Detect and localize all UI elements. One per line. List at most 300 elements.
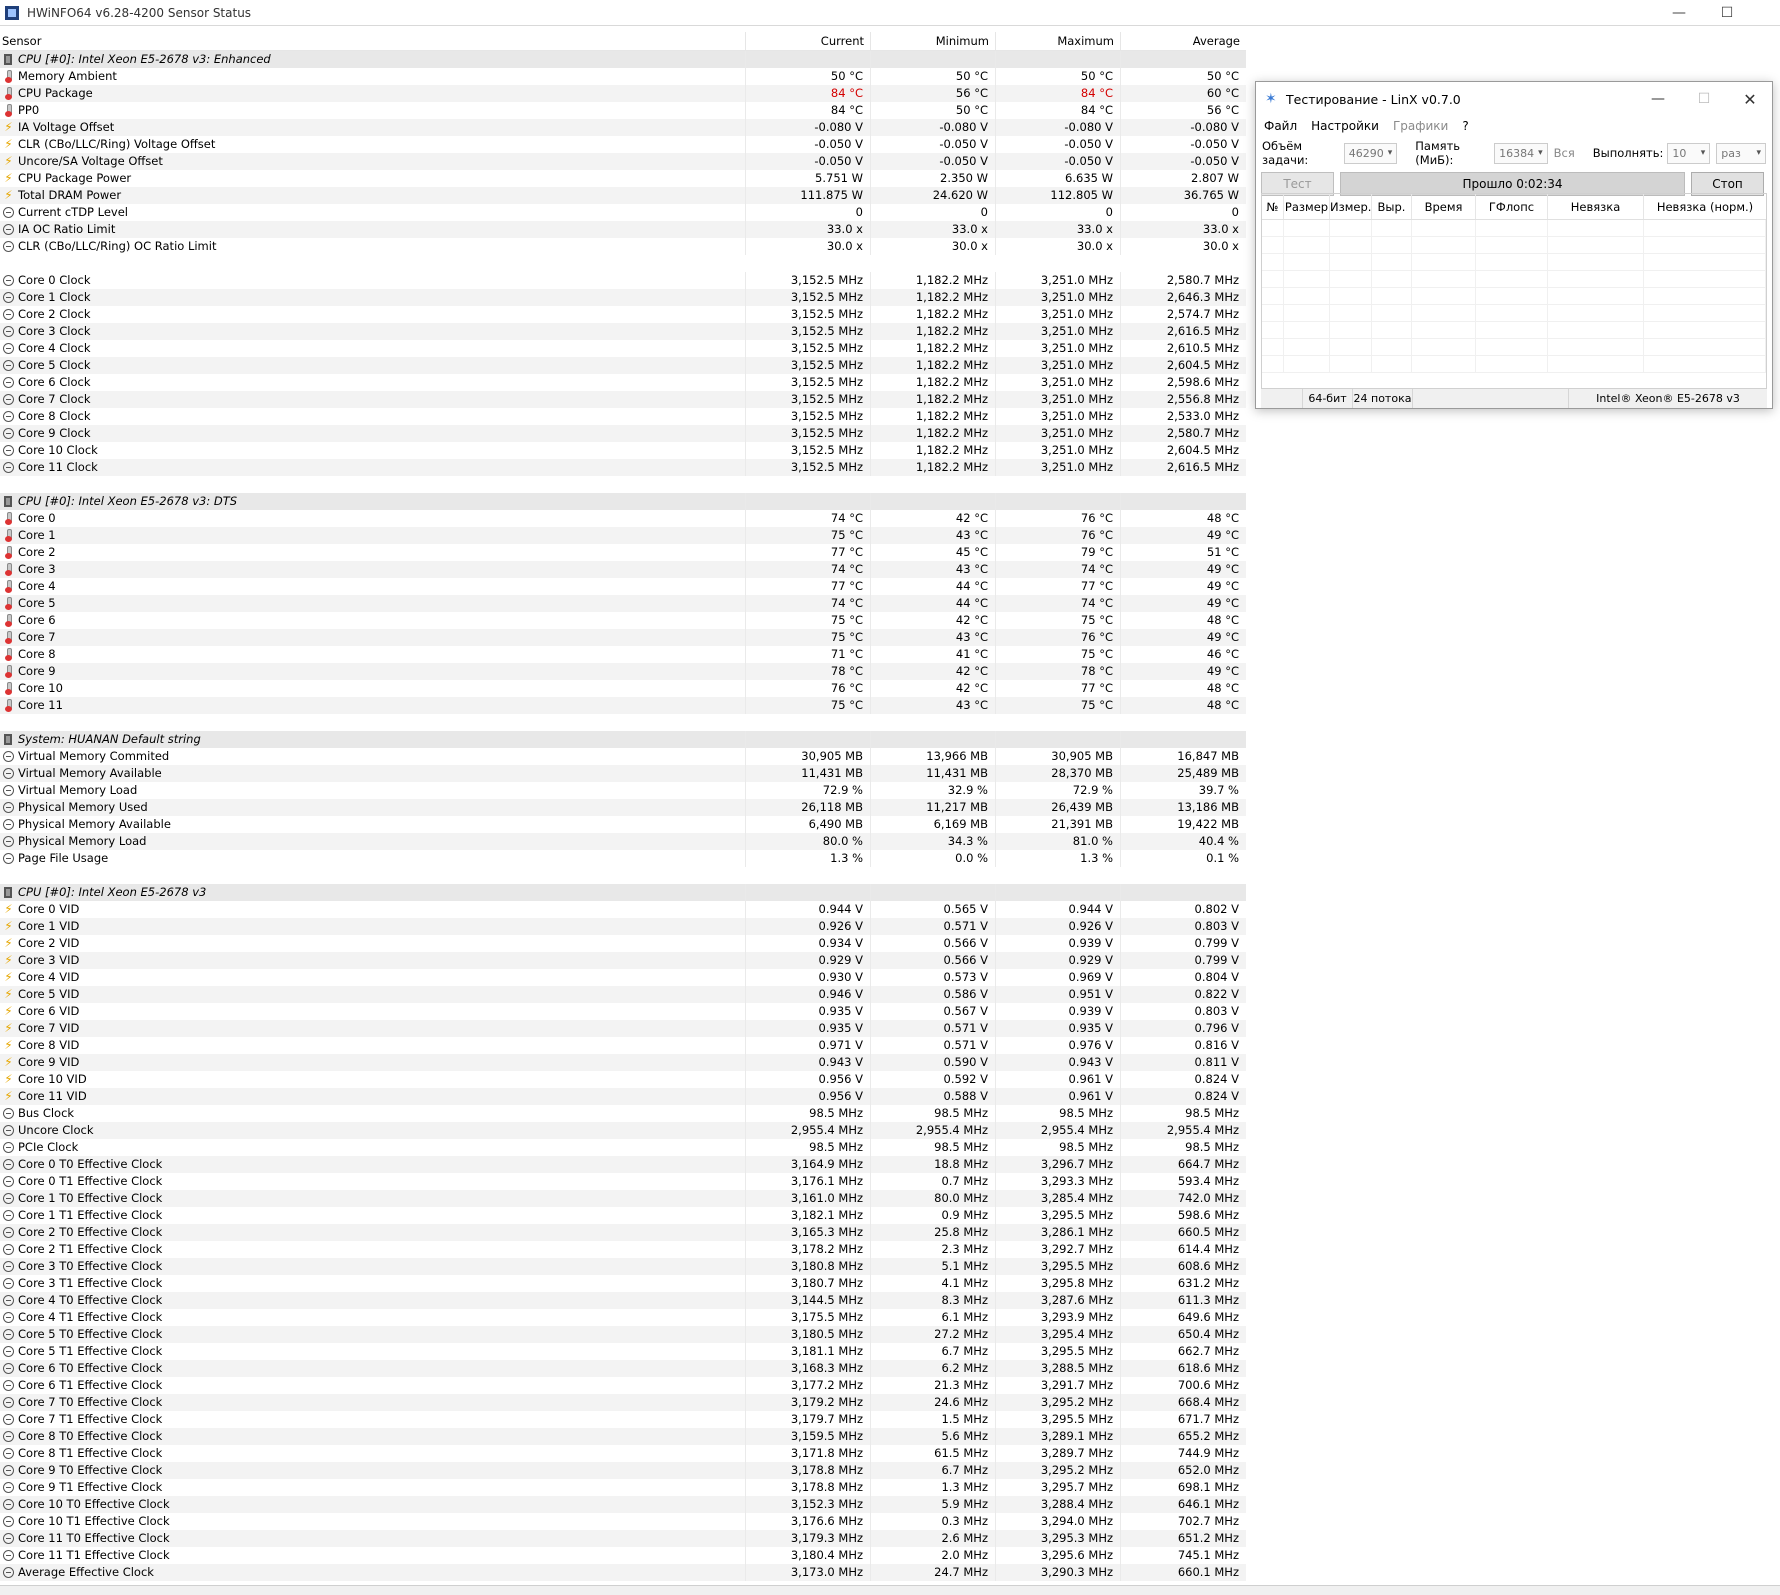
sensor-label: Core 10 T1 Effective Clock xyxy=(18,1514,170,1528)
gauge-icon xyxy=(3,1464,14,1477)
sensor-name-cell xyxy=(0,119,746,136)
sensor-row[interactable] xyxy=(0,1445,1246,1462)
results-grid-cell xyxy=(1548,339,1644,355)
maximum-value: 98.5 MHz xyxy=(996,1105,1121,1122)
average-value: 49 °C xyxy=(1206,562,1239,576)
current-value: 3,152.5 MHz xyxy=(746,425,871,442)
sensor-name-cell xyxy=(0,663,746,680)
sensor-label: CPU Package xyxy=(18,86,93,100)
minimum-value: 1.5 MHz xyxy=(871,1411,996,1428)
lightning-icon: ⚡ xyxy=(4,1089,13,1103)
minimum-value: 6,169 MB xyxy=(871,816,996,833)
gauge-icon xyxy=(3,1311,14,1324)
sensor-row[interactable] xyxy=(0,952,1246,969)
sensor-row[interactable] xyxy=(0,697,1246,714)
lightning-icon: ⚡ xyxy=(4,154,13,168)
sensor-row[interactable] xyxy=(0,425,1246,442)
lightning-icon: ⚡ xyxy=(4,987,13,1001)
results-grid-cell xyxy=(1330,322,1372,338)
sensor-row[interactable] xyxy=(0,306,1246,323)
lightning-icon: ⚡ xyxy=(4,919,13,933)
sensor-row[interactable] xyxy=(0,1258,1246,1275)
status-bar xyxy=(0,1585,1780,1595)
current-value: 72.9 % xyxy=(746,782,871,799)
sensor-row[interactable] xyxy=(0,935,1246,952)
gauge-icon xyxy=(3,427,14,440)
current-value: 111.875 W xyxy=(746,187,871,204)
sensor-row[interactable] xyxy=(0,238,1246,255)
minimum-value: 2.350 W xyxy=(871,170,996,187)
menu-help[interactable]: ? xyxy=(1462,119,1469,133)
sensor-row[interactable] xyxy=(0,527,1246,544)
gauge-icon xyxy=(3,1294,14,1307)
sensor-row[interactable] xyxy=(0,629,1246,646)
average-value: 611.3 MHz xyxy=(1177,1293,1239,1307)
all-memory-button[interactable]: Вся xyxy=(1553,146,1575,160)
minimum-value: 43 °C xyxy=(871,697,996,714)
results-grid-cell xyxy=(1262,254,1284,270)
sensor-row[interactable] xyxy=(0,1411,1246,1428)
problem-size-value: 46290 xyxy=(1348,146,1384,160)
minimum-value: 50 °C xyxy=(871,102,996,119)
maximum-value: 26,439 MB xyxy=(996,799,1121,816)
results-grid-cell xyxy=(1330,271,1372,287)
sensor-name-cell xyxy=(0,221,746,238)
sensor-label: PP0 xyxy=(18,103,40,117)
sensor-label: Core 8 xyxy=(18,647,56,661)
sensor-label: Page File Usage xyxy=(18,851,109,865)
average-value: 2,574.7 MHz xyxy=(1166,307,1239,321)
maximum-value: 72.9 % xyxy=(996,782,1121,799)
window-titlebar xyxy=(0,0,1780,26)
results-grid-cell xyxy=(1644,356,1766,372)
results-grid-body xyxy=(1262,220,1766,373)
sensor-row[interactable] xyxy=(0,1275,1246,1292)
current-value: 3,180.7 MHz xyxy=(746,1275,871,1292)
grid-col-align[interactable]: Выр. xyxy=(1372,194,1412,219)
current-value: 3,152.5 MHz xyxy=(746,374,871,391)
average-value: 49 °C xyxy=(1206,664,1239,678)
average-value: 2.807 W xyxy=(1191,171,1239,185)
minimum-value: 0.3 MHz xyxy=(871,1513,996,1530)
sensor-row[interactable] xyxy=(0,289,1246,306)
sensor-row[interactable] xyxy=(0,391,1246,408)
minimum-value: 61.5 MHz xyxy=(871,1445,996,1462)
maximum-value: 84 °C xyxy=(996,85,1121,102)
grid-col-gflops[interactable]: ГФлопс xyxy=(1476,194,1548,219)
problem-size-combo[interactable] xyxy=(1344,143,1398,164)
sensor-row[interactable] xyxy=(0,561,1246,578)
sensor-row[interactable] xyxy=(0,272,1246,289)
gauge-icon xyxy=(3,1158,14,1171)
current-value: 3,152.5 MHz xyxy=(746,306,871,323)
sensor-row[interactable] xyxy=(0,918,1246,935)
sensor-name-cell xyxy=(0,986,746,1003)
sensor-row[interactable] xyxy=(0,1428,1246,1445)
maximum-value: 81.0 % xyxy=(996,833,1121,850)
sensor-row[interactable] xyxy=(0,765,1246,782)
sensor-row[interactable] xyxy=(0,816,1246,833)
grid-col-residual-norm[interactable]: Невязка (норм.) xyxy=(1656,200,1754,214)
average-value: 48 °C xyxy=(1206,613,1239,627)
sensor-row[interactable] xyxy=(0,850,1246,867)
average-value: 0.796 V xyxy=(1194,1021,1239,1035)
average-value: 614.4 MHz xyxy=(1177,1242,1239,1256)
current-value: 74 °C xyxy=(746,595,871,612)
current-value: 0.971 V xyxy=(746,1037,871,1054)
sensor-group-header[interactable] xyxy=(0,731,1246,748)
sensor-row[interactable] xyxy=(0,1122,1246,1139)
sensor-label: Core 3 xyxy=(18,562,56,576)
maximum-value: 77 °C xyxy=(996,680,1121,697)
chip-icon xyxy=(3,53,14,66)
grid-col-number[interactable]: № xyxy=(1262,194,1284,219)
gauge-icon xyxy=(3,1328,14,1341)
sensor-row[interactable] xyxy=(0,799,1246,816)
minimum-value: 21.3 MHz xyxy=(871,1377,996,1394)
sensor-row[interactable] xyxy=(0,1394,1246,1411)
sensor-row[interactable] xyxy=(0,187,1246,204)
sensor-label: Core 8 VID xyxy=(18,1038,80,1052)
results-grid-cell xyxy=(1330,288,1372,304)
sensor-row[interactable] xyxy=(0,544,1246,561)
maximum-value: 28,370 MB xyxy=(996,765,1121,782)
sensor-label: Current cTDP Level xyxy=(18,205,128,219)
sensor-row[interactable] xyxy=(0,1156,1246,1173)
sensor-row[interactable] xyxy=(0,1207,1246,1224)
sensor-row[interactable] xyxy=(0,1530,1246,1547)
test-button[interactable]: Тест xyxy=(1261,172,1334,196)
sensor-row[interactable] xyxy=(0,663,1246,680)
sensor-row[interactable] xyxy=(0,1105,1246,1122)
minimum-value: 42 °C xyxy=(871,510,996,527)
linx-titlebar xyxy=(1256,82,1772,116)
maximum-value: 3,293.3 MHz xyxy=(996,1173,1121,1190)
sensor-row[interactable] xyxy=(0,357,1246,374)
results-grid-cell xyxy=(1644,288,1766,304)
sensor-group-header[interactable] xyxy=(0,493,1246,510)
sensor-row[interactable] xyxy=(0,374,1246,391)
sensor-name-cell xyxy=(0,561,746,578)
run-unit-combo[interactable] xyxy=(1716,143,1766,164)
sensor-row[interactable] xyxy=(0,1054,1246,1071)
maximum-value: 3,251.0 MHz xyxy=(996,306,1121,323)
sensor-row[interactable] xyxy=(0,748,1246,765)
current-value: 0.935 V xyxy=(746,1020,871,1037)
maximum-value: 30.0 x xyxy=(996,238,1121,255)
current-value: 3,152.5 MHz xyxy=(746,340,871,357)
sensor-row[interactable] xyxy=(0,646,1246,663)
sensor-row[interactable] xyxy=(0,510,1246,527)
sensor-row[interactable] xyxy=(0,1292,1246,1309)
average-value: 30.0 x xyxy=(1202,239,1239,253)
sensor-row[interactable] xyxy=(0,323,1246,340)
sensor-row[interactable] xyxy=(0,85,1246,102)
average-value: 0.803 V xyxy=(1194,1004,1239,1018)
sensor-group-header[interactable] xyxy=(0,884,1246,901)
average-value: 46 °C xyxy=(1206,647,1239,661)
minimum-value: 0.588 V xyxy=(871,1088,996,1105)
current-value: 3,180.4 MHz xyxy=(746,1547,871,1564)
sensor-name-cell xyxy=(0,289,746,306)
sensor-row[interactable] xyxy=(0,1020,1246,1037)
sensor-label: Virtual Memory Commited xyxy=(18,749,170,763)
sensor-row[interactable] xyxy=(0,221,1246,238)
current-value: 3,144.5 MHz xyxy=(746,1292,871,1309)
current-value: 30,905 MB xyxy=(746,748,871,765)
average-value: 48 °C xyxy=(1206,681,1239,695)
gauge-icon xyxy=(3,308,14,321)
sensor-name-cell xyxy=(0,833,746,850)
average-value: 698.1 MHz xyxy=(1177,1480,1239,1494)
maximize-icon[interactable]: ☐ xyxy=(1720,5,1734,21)
sensor-row[interactable] xyxy=(0,833,1246,850)
grid-col-measure[interactable]: Измер. xyxy=(1330,194,1372,219)
average-value: 2,604.5 MHz xyxy=(1166,358,1239,372)
minimum-value: 80.0 MHz xyxy=(871,1190,996,1207)
sensor-row[interactable] xyxy=(0,1190,1246,1207)
grid-col-time[interactable]: Время xyxy=(1412,194,1476,219)
sensor-label: IA OC Ratio Limit xyxy=(18,222,116,236)
hwinfo-app-icon xyxy=(5,6,19,20)
memory-combo[interactable] xyxy=(1494,143,1548,164)
results-grid-cell xyxy=(1548,305,1644,321)
maximum-value: 6.635 W xyxy=(996,170,1121,187)
average-value: 98.5 MHz xyxy=(1185,1140,1239,1154)
maximum-value: 0.976 V xyxy=(996,1037,1121,1054)
minimum-value: -0.050 V xyxy=(871,136,996,153)
sensor-row[interactable] xyxy=(0,782,1246,799)
sensor-row[interactable] xyxy=(0,986,1246,1003)
gauge-icon xyxy=(3,1379,14,1392)
results-grid-cell xyxy=(1262,237,1284,253)
sensor-name-cell xyxy=(0,136,746,153)
current-value: -0.050 V xyxy=(746,136,871,153)
sensor-row[interactable] xyxy=(0,1003,1246,1020)
column-header-current[interactable]: Current xyxy=(746,32,871,50)
minimum-value: 1.3 MHz xyxy=(871,1479,996,1496)
sensor-row[interactable] xyxy=(0,408,1246,425)
sensor-label: Core 10 xyxy=(18,681,63,695)
sensor-name-cell xyxy=(0,357,746,374)
results-grid-cell xyxy=(1476,254,1548,270)
maximum-value: 3,295.2 MHz xyxy=(996,1462,1121,1479)
sensor-row[interactable] xyxy=(0,442,1246,459)
sensor-name-cell xyxy=(0,646,746,663)
sensor-label: Core 2 Clock xyxy=(18,307,91,321)
sensor-row[interactable] xyxy=(0,1547,1246,1564)
sensor-row[interactable] xyxy=(0,170,1246,187)
minimum-value: 0.571 V xyxy=(871,1037,996,1054)
sensor-label: Physical Memory Load xyxy=(18,834,147,848)
sensor-row[interactable] xyxy=(0,1496,1246,1513)
gauge-icon xyxy=(3,1226,14,1239)
thermometer-icon xyxy=(3,580,14,593)
minimum-value: 2.3 MHz xyxy=(871,1241,996,1258)
blank-row xyxy=(0,255,1246,272)
average-value: 744.9 MHz xyxy=(1177,1446,1239,1460)
maximum-value: 2,955.4 MHz xyxy=(996,1122,1121,1139)
sensor-row[interactable] xyxy=(0,901,1246,918)
current-value: 3,179.7 MHz xyxy=(746,1411,871,1428)
sensor-row[interactable] xyxy=(0,204,1246,221)
current-value: 3,161.0 MHz xyxy=(746,1190,871,1207)
sensor-row[interactable] xyxy=(0,1037,1246,1054)
results-grid-cell xyxy=(1412,288,1476,304)
sensor-row[interactable] xyxy=(0,1088,1246,1105)
sensor-label: Core 9 Clock xyxy=(18,426,91,440)
sensor-row[interactable] xyxy=(0,153,1246,170)
sensor-row[interactable] xyxy=(0,1224,1246,1241)
current-value: -0.050 V xyxy=(746,153,871,170)
gauge-icon xyxy=(3,206,14,219)
run-count-combo[interactable] xyxy=(1667,143,1710,164)
sensor-row[interactable] xyxy=(0,1309,1246,1326)
average-value: -0.050 V xyxy=(1190,154,1239,168)
sensor-row[interactable] xyxy=(0,340,1246,357)
sensor-row[interactable] xyxy=(0,102,1246,119)
current-value: 3,176.6 MHz xyxy=(746,1513,871,1530)
column-header-minimum[interactable]: Minimum xyxy=(871,32,996,50)
minimum-value: 33.0 x xyxy=(871,221,996,238)
sensor-row[interactable] xyxy=(0,1513,1246,1530)
lightning-icon: ⚡ xyxy=(4,1038,13,1052)
sensor-row[interactable] xyxy=(0,459,1246,476)
minimum-value: 0.573 V xyxy=(871,969,996,986)
sensor-row[interactable] xyxy=(0,680,1246,697)
average-value: 0.804 V xyxy=(1194,970,1239,984)
gauge-icon xyxy=(3,1260,14,1273)
minimum-value: 1,182.2 MHz xyxy=(871,323,996,340)
average-value: 608.6 MHz xyxy=(1177,1259,1239,1273)
sensor-row[interactable] xyxy=(0,1173,1246,1190)
sensor-label: Core 6 Clock xyxy=(18,375,91,389)
average-value: 36.765 W xyxy=(1183,188,1239,202)
grid-col-residual[interactable]: Невязка xyxy=(1548,194,1644,219)
sensor-row[interactable] xyxy=(0,1326,1246,1343)
minimize-icon[interactable]: — xyxy=(1672,5,1686,21)
sensor-name-cell xyxy=(0,578,746,595)
sensor-row[interactable] xyxy=(0,1071,1246,1088)
sensor-row[interactable] xyxy=(0,1462,1246,1479)
current-value: 26,118 MB xyxy=(746,799,871,816)
maximum-value: 0.943 V xyxy=(996,1054,1121,1071)
average-value: 2,616.5 MHz xyxy=(1166,460,1239,474)
chip-icon xyxy=(3,886,14,899)
current-value: 3,152.5 MHz xyxy=(746,323,871,340)
maximum-value: 3,295.7 MHz xyxy=(996,1479,1121,1496)
sensor-group-header[interactable] xyxy=(0,51,1246,68)
gauge-icon xyxy=(3,325,14,338)
sensor-label: Core 2 T0 Effective Clock xyxy=(18,1225,163,1239)
current-value: 0.935 V xyxy=(746,1003,871,1020)
sensor-label: Core 9 xyxy=(18,664,56,678)
maximum-value: -0.080 V xyxy=(996,119,1121,136)
current-value: 3,176.1 MHz xyxy=(746,1173,871,1190)
results-grid-row xyxy=(1262,322,1766,339)
average-value: 39.7 % xyxy=(1198,783,1239,797)
sensor-label: Uncore/SA Voltage Offset xyxy=(18,154,163,168)
sensor-row[interactable] xyxy=(0,1479,1246,1496)
current-value: 5.751 W xyxy=(746,170,871,187)
sensor-label: IA Voltage Offset xyxy=(18,120,115,134)
minimum-value: 30.0 x xyxy=(871,238,996,255)
menu-file[interactable]: Файл xyxy=(1264,119,1298,133)
maximum-value: 75 °C xyxy=(996,697,1121,714)
sensor-row[interactable] xyxy=(0,136,1246,153)
sensor-label: Core 1 T1 Effective Clock xyxy=(18,1208,163,1222)
stop-button[interactable]: Стоп xyxy=(1691,172,1764,196)
average-value: 60 °C xyxy=(1206,86,1239,100)
memory-value: 16384 xyxy=(1499,146,1535,160)
average-value: 0 xyxy=(1231,205,1239,219)
current-value: 74 °C xyxy=(746,561,871,578)
menu-settings[interactable]: Настройки xyxy=(1311,119,1379,133)
gauge-icon xyxy=(3,342,14,355)
sensor-name-cell xyxy=(0,1530,746,1547)
sensor-row[interactable] xyxy=(0,1139,1246,1156)
results-grid-cell xyxy=(1476,288,1548,304)
sensor-label: Core 0 xyxy=(18,511,56,525)
lightning-icon: ⚡ xyxy=(4,936,13,950)
linx-close-icon[interactable]: ✕ xyxy=(1743,89,1757,109)
results-grid-cell xyxy=(1412,237,1476,253)
current-value: 3,181.1 MHz xyxy=(746,1343,871,1360)
sensor-label: Core 1 Clock xyxy=(18,290,91,304)
sensor-label: Core 5 Clock xyxy=(18,358,91,372)
sensor-row[interactable] xyxy=(0,1377,1246,1394)
sensor-row[interactable] xyxy=(0,969,1246,986)
minimum-value: 43 °C xyxy=(871,629,996,646)
sensor-row[interactable] xyxy=(0,1360,1246,1377)
column-header-maximum[interactable]: Maximum xyxy=(996,32,1121,50)
grid-col-size[interactable]: Размер xyxy=(1284,194,1330,219)
gauge-icon xyxy=(3,376,14,389)
column-header-average[interactable]: Average xyxy=(1192,34,1240,48)
sensor-label: Core 7 T0 Effective Clock xyxy=(18,1395,163,1409)
sensor-row[interactable] xyxy=(0,578,1246,595)
minimum-value: 0.590 V xyxy=(871,1054,996,1071)
sensor-row[interactable] xyxy=(0,595,1246,612)
sensor-label: Core 7 VID xyxy=(18,1021,80,1035)
sensor-name-cell xyxy=(0,306,746,323)
menu-graphs[interactable]: Графики xyxy=(1392,119,1449,133)
linx-statusbar xyxy=(1261,388,1767,408)
sensor-row[interactable] xyxy=(0,68,1246,85)
column-header-sensor[interactable]: Sensor xyxy=(0,32,746,50)
sensor-label: Core 10 T0 Effective Clock xyxy=(18,1497,170,1511)
sensor-label: Core 4 T1 Effective Clock xyxy=(18,1310,163,1324)
sensor-row[interactable] xyxy=(0,612,1246,629)
results-grid-cell xyxy=(1330,339,1372,355)
linx-maximize-icon[interactable]: ☐ xyxy=(1697,91,1711,107)
gauge-icon xyxy=(3,1447,14,1460)
current-value: 75 °C xyxy=(746,629,871,646)
sensor-name-cell xyxy=(0,1003,746,1020)
minimum-value: 98.5 MHz xyxy=(871,1105,996,1122)
minimum-value: 5.1 MHz xyxy=(871,1258,996,1275)
sensor-row[interactable] xyxy=(0,1241,1246,1258)
sensor-row[interactable] xyxy=(0,119,1246,136)
thermometer-icon xyxy=(3,529,14,542)
sensor-row[interactable] xyxy=(0,1343,1246,1360)
sensor-label: Memory Ambient xyxy=(18,69,117,83)
linx-minimize-icon[interactable]: — xyxy=(1651,91,1665,107)
maximum-value: 3,294.0 MHz xyxy=(996,1513,1121,1530)
sensor-row[interactable] xyxy=(0,1564,1246,1581)
maximum-value: 30,905 MB xyxy=(996,748,1121,765)
empty-cell xyxy=(746,731,871,748)
